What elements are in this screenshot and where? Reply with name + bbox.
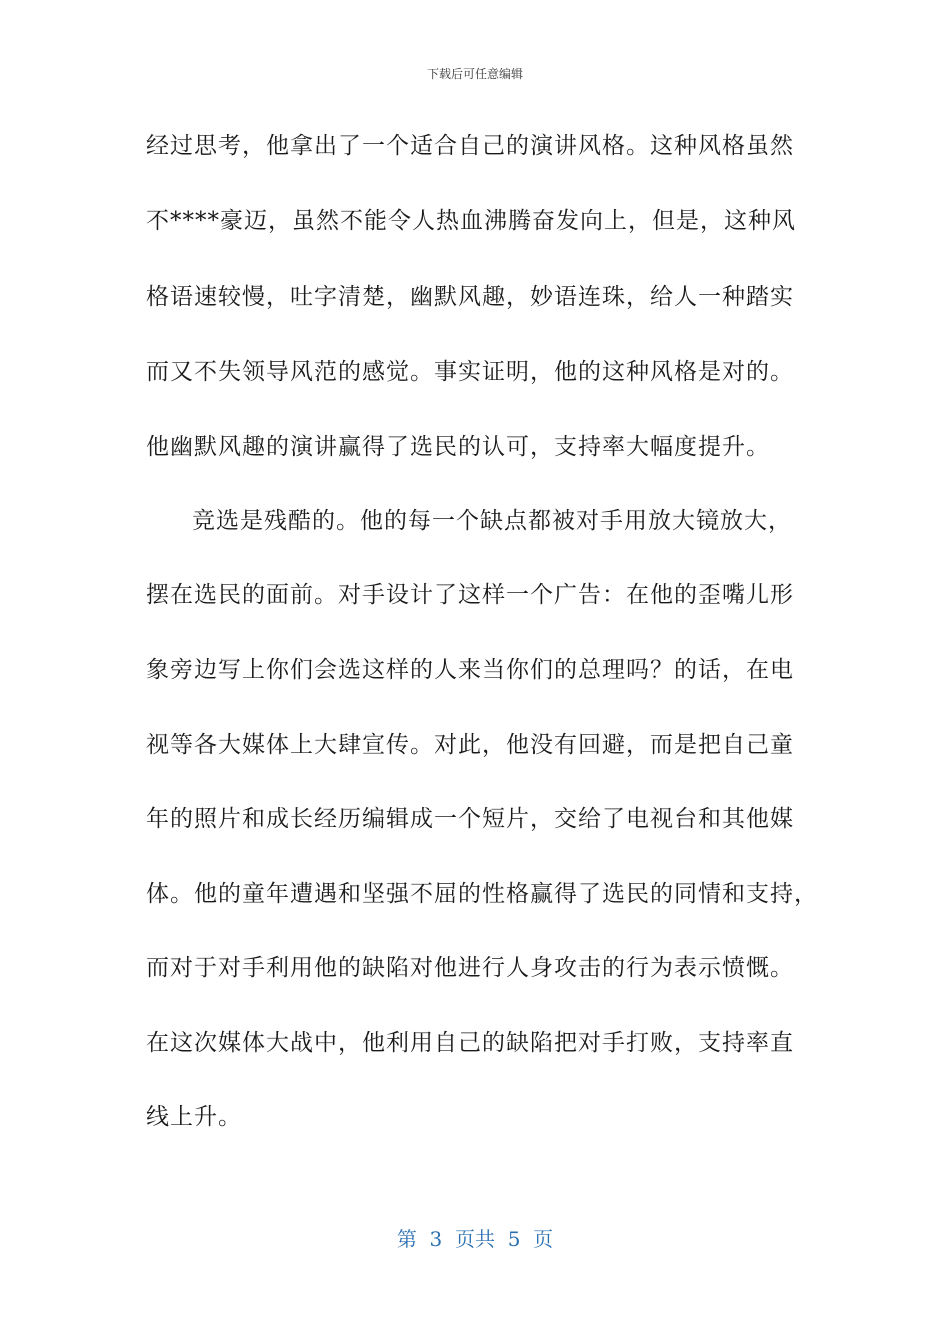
page-header: 下载后可任意编辑 [426,67,523,81]
body-line: 而对于对手利用他的缺陷对他进行人身攻击的行为表示愤慨。 [146,955,794,981]
body-line: 视等各大媒体上大肆宣传。对此，他没有回避，而是把自己童 [146,732,794,758]
body-line: 象旁边写上你们会选这样的人来当你们的总理吗？的话，在电 [146,657,794,683]
body-line: 格语速较慢，吐字清楚，幽默风趣，妙语连珠，给人一种踏实 [146,284,794,310]
body-line: 线上升。 [146,1104,242,1130]
page-number-footer: 第 3 页共 5 页 [396,1227,554,1251]
body-line: 经过思考，他拿出了一个适合自己的演讲风格。这种风格虽然 [146,133,794,159]
body-line: 年的照片和成长经历编辑成一个短片，交给了电视台和其他媒 [146,806,794,832]
body-line: 摆在选民的面前。对手设计了这样一个广告：在他的歪嘴儿形 [146,582,794,608]
paragraph-first-line: 竞选是残酷的。他的每一个缺点都被对手用放大镜放大， [192,508,792,534]
body-line: 不****豪迈，虽然不能令人热血沸腾奋发向上，但是，这种风 [146,208,796,234]
body-line: 他幽默风趣的演讲赢得了选民的认可，支持率大幅度提升。 [146,434,770,460]
body-line: 体。他的童年遭遇和坚强不屈的性格赢得了选民的同情和支持， [146,881,818,907]
body-line: 在这次媒体大战中，他利用自己的缺陷把对手打败，支持率直 [146,1030,794,1056]
body-line: 而又不失领导风范的感觉。事实证明，他的这种风格是对的。 [146,359,794,385]
